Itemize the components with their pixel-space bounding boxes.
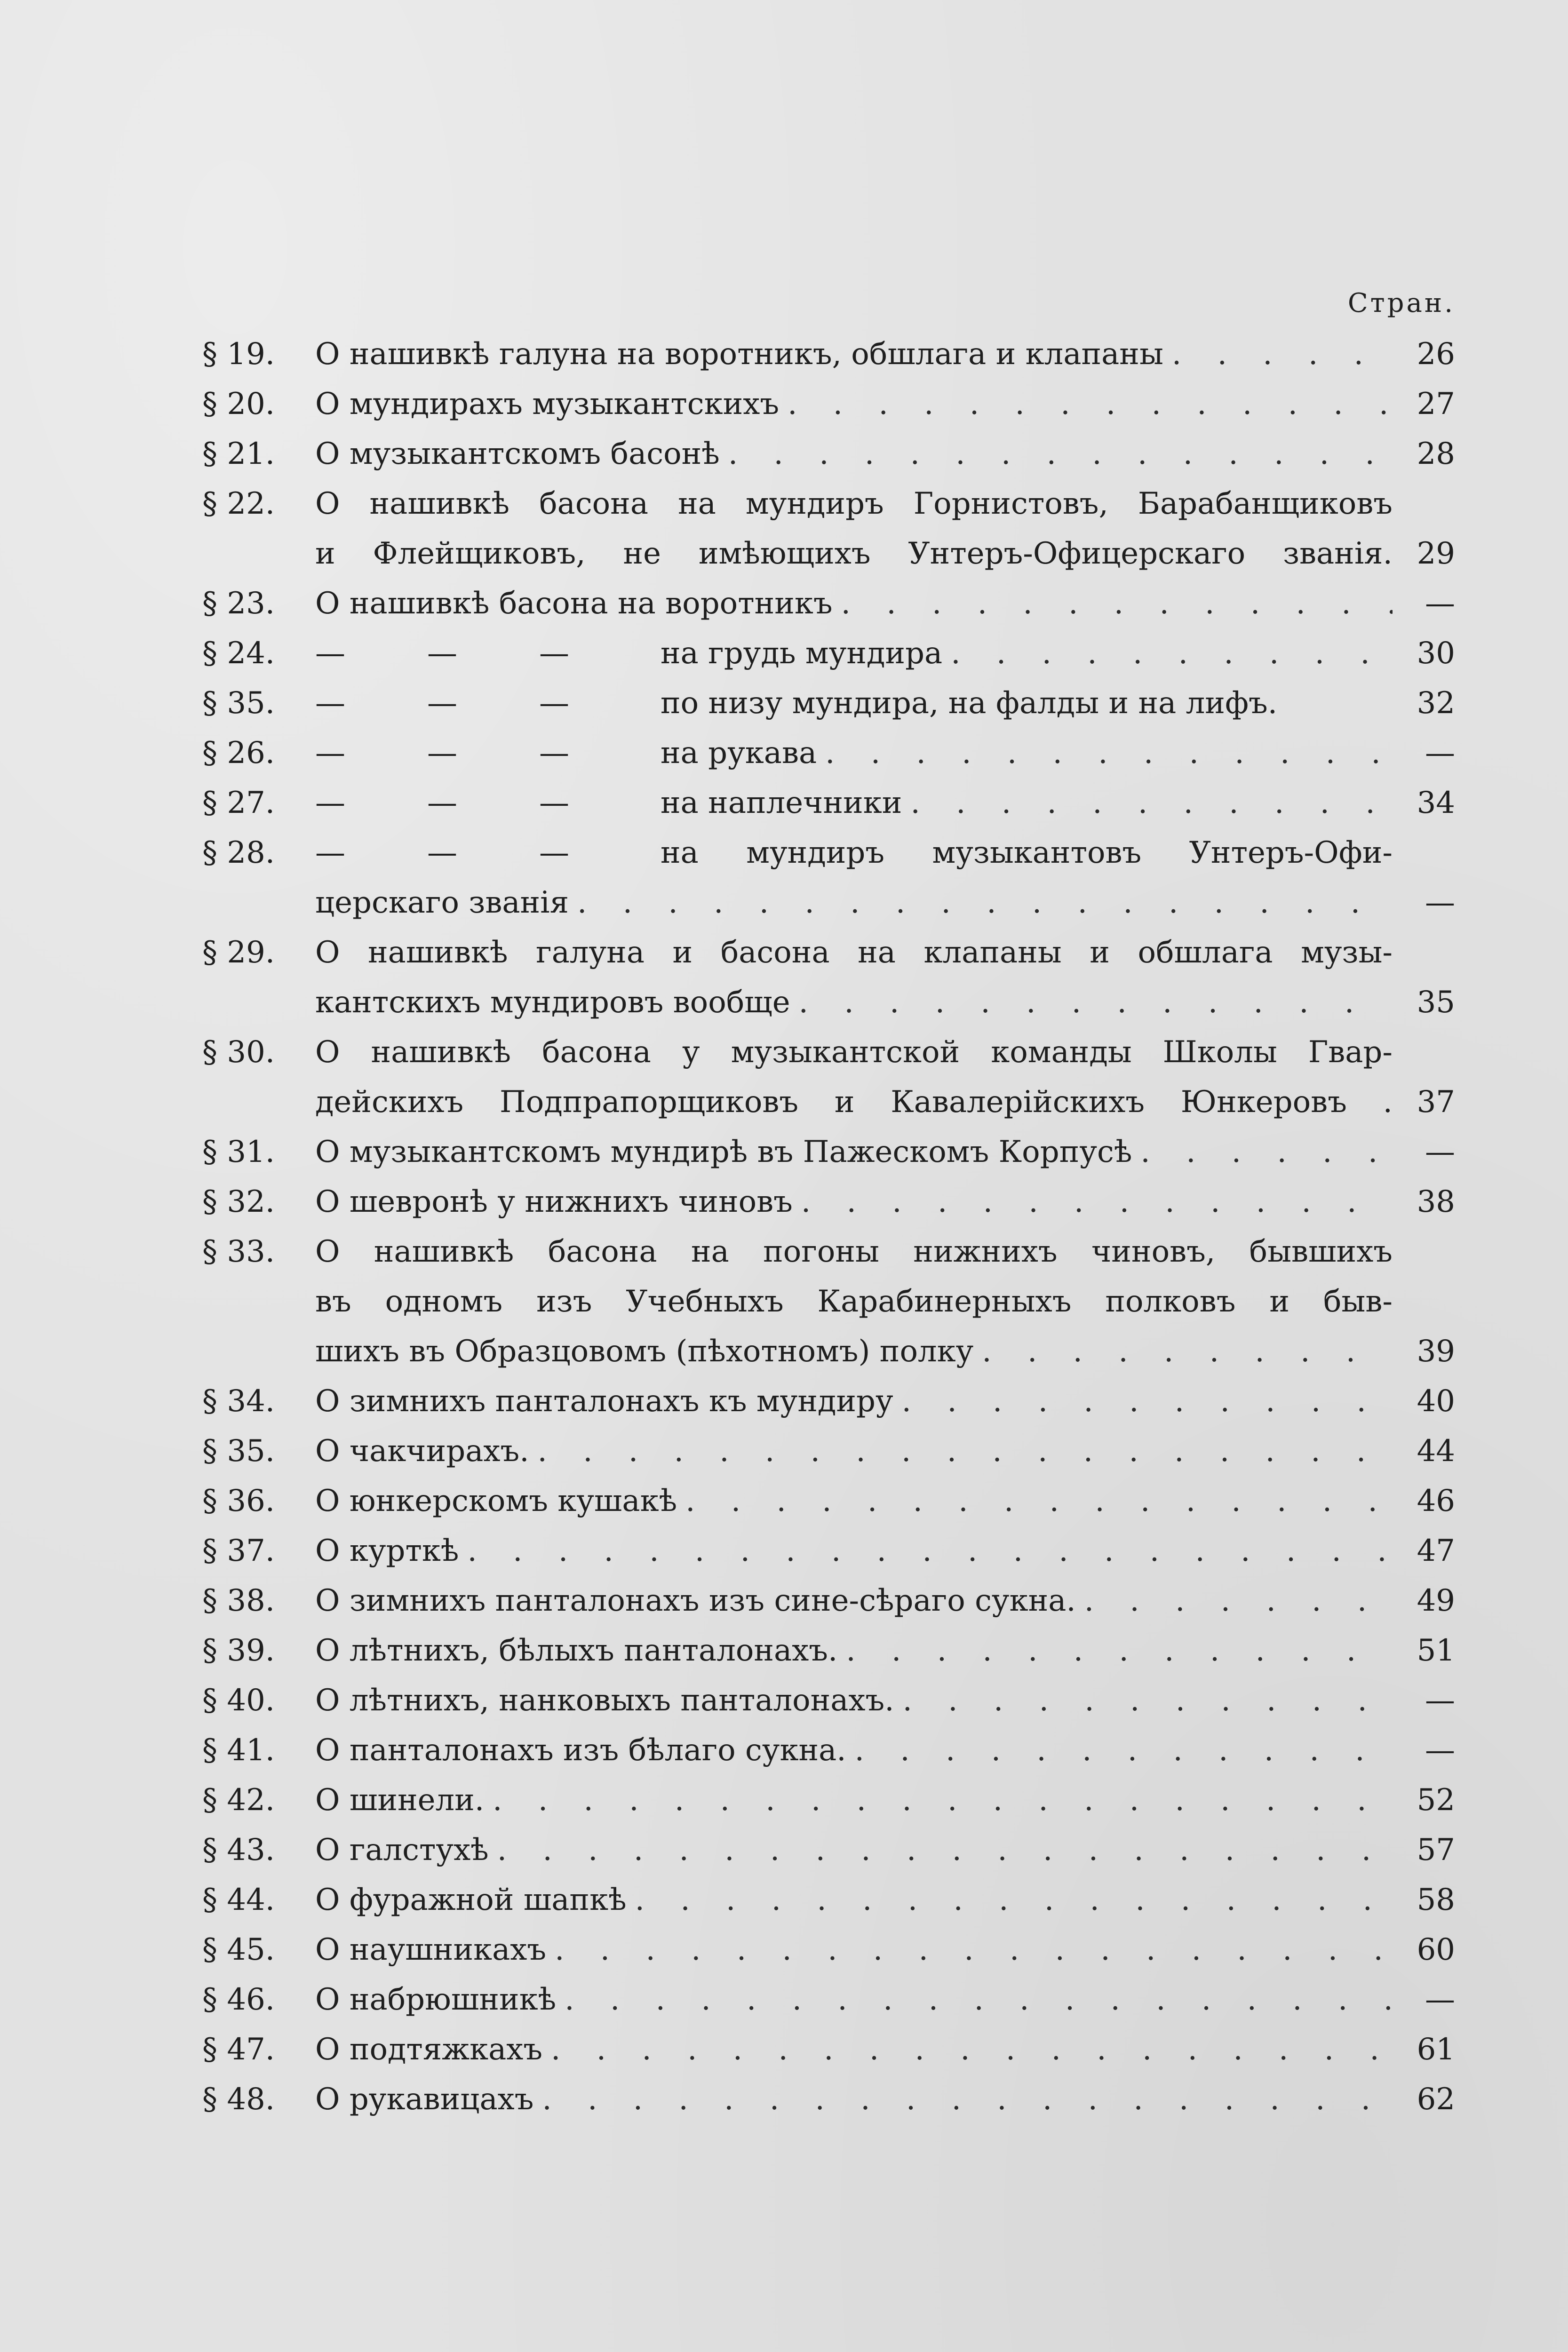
- leader-dots: [817, 728, 1393, 778]
- page-number: 46: [1417, 1484, 1455, 1518]
- leader-dots: [484, 1775, 1393, 1825]
- entry-title: О курткѣ: [315, 1534, 459, 1568]
- section-number: § 23.: [202, 586, 275, 621]
- page-number: 44: [1417, 1434, 1455, 1469]
- entry-title: О панталонахъ изъ бѣлаго сукна.: [315, 1733, 846, 1768]
- section-number: § 46.: [202, 1982, 275, 2017]
- section-number: § 29.: [202, 935, 275, 970]
- leader-dots: [546, 1925, 1393, 1975]
- table-of-contents: [202, 329, 1455, 2124]
- entry-title: по низу мундира, на фалды и на лифъ.: [661, 686, 1278, 721]
- section-number: § 37.: [202, 1534, 275, 1568]
- toc-entry: [202, 1875, 1455, 1925]
- leader-dots: [677, 1476, 1393, 1526]
- leader-dots: [790, 977, 1393, 1027]
- entry-title-continuation: шихъ въ Образцовомъ (пѣхотномъ) полку: [315, 1334, 974, 1369]
- section-number: § 28.: [202, 835, 275, 870]
- section-number: § 20.: [202, 387, 275, 421]
- leader-dots: [793, 1177, 1393, 1227]
- entry-title-continuation: кантскихъ мундировъ вообще: [315, 985, 790, 1020]
- entry-title: О галстухѣ: [315, 1833, 489, 1867]
- entry-title: О подтяжкахъ: [315, 2032, 543, 2067]
- entry-title-continuation: и Флейщиковъ, не имѣющихъ Унтеръ-Офицерскаго званія.: [315, 536, 1393, 571]
- leader-dots: [942, 628, 1393, 678]
- toc-entry: [202, 1975, 1455, 2025]
- page-number: 49: [1417, 1583, 1455, 1618]
- toc-entry: [202, 579, 1455, 628]
- page-number: 38: [1417, 1184, 1455, 1219]
- leader-dots: [533, 2074, 1393, 2124]
- leader-dots: [1163, 329, 1393, 379]
- toc-entry: [202, 628, 1455, 678]
- section-number: § 22.: [202, 486, 275, 521]
- page-number: —: [1425, 586, 1455, 621]
- entry-title: О юнкерскомъ кушакѣ: [315, 1484, 677, 1518]
- page-number: 35: [1417, 985, 1455, 1020]
- ditto-dash: —: [315, 786, 345, 820]
- toc-entry: [202, 1177, 1455, 1227]
- section-number: § 19.: [202, 337, 275, 372]
- page-number: 34: [1417, 786, 1455, 820]
- page-column-header: Стран.: [1347, 288, 1455, 318]
- page-number: 47: [1417, 1534, 1455, 1568]
- entry-title: О лѣтнихъ, бѣлыхъ панталонахъ.: [315, 1633, 838, 1668]
- entry-title: О наушникахъ: [315, 1932, 547, 1967]
- toc-entry: [202, 429, 1455, 479]
- leader-dots: [779, 379, 1393, 429]
- entry-title: О набрюшникѣ: [315, 1982, 557, 2017]
- entry-title: на грудь мундира: [661, 636, 943, 671]
- entry-title: О нашивкѣ галуна и басона на клапаны и обшлага музы-: [315, 935, 1393, 970]
- leader-dots: [1076, 1576, 1393, 1626]
- toc-entry: [202, 1127, 1455, 1177]
- entry-title-continuation: дейскихъ Подпрапорщиковъ и Кавалерійскихъ Юнкеровъ .: [315, 1085, 1393, 1120]
- leader-dots: [846, 1725, 1393, 1775]
- entry-title: О нашивкѣ басона на воротникъ: [315, 586, 833, 621]
- entry-title: О зимнихъ панталонахъ къ мундиру: [315, 1384, 893, 1419]
- page-number: 60: [1417, 1932, 1455, 1967]
- page-number: 52: [1417, 1783, 1455, 1818]
- leader-dots: [894, 1676, 1393, 1725]
- ditto-dash: —: [427, 835, 457, 870]
- toc-entry: [202, 1376, 1455, 1426]
- page-number: —: [1425, 885, 1455, 920]
- entry-title: О рукавицахъ: [315, 2082, 534, 2117]
- entry-title: О нашивкѣ басона на мундиръ Горнистовъ, Барабанщиковъ: [315, 486, 1393, 521]
- entry-title: О музыкантскомъ мундирѣ въ Пажескомъ Корпусѣ: [315, 1135, 1132, 1169]
- toc-entry: [202, 1576, 1455, 1626]
- ditto-dash: —: [315, 686, 345, 721]
- leader-dots: [627, 1875, 1393, 1925]
- toc-entry: [202, 479, 1455, 579]
- entry-title: О нашивкѣ басона на погоны нижнихъ чиновъ, бывшихъ: [315, 1234, 1393, 1269]
- toc-entry: [202, 728, 1455, 778]
- page-number: 37: [1417, 1085, 1455, 1120]
- entry-title: на наплечники: [661, 786, 902, 820]
- toc-entry: [202, 778, 1455, 828]
- toc-entry: [202, 678, 1455, 728]
- section-number: § 30.: [202, 1035, 275, 1070]
- page-number: 28: [1417, 437, 1455, 471]
- leader-dots: [720, 429, 1393, 479]
- page-number: 57: [1417, 1833, 1455, 1867]
- section-number: § 41.: [202, 1733, 275, 1768]
- section-number: § 44.: [202, 1883, 275, 1917]
- toc-entry: [202, 1825, 1455, 1875]
- toc-entry: [202, 1925, 1455, 1975]
- page-number: —: [1425, 1683, 1455, 1718]
- page-number: —: [1425, 736, 1455, 771]
- toc-entry: [202, 329, 1455, 379]
- toc-entry: [202, 1476, 1455, 1526]
- entry-title: О лѣтнихъ, нанковыхъ панталонахъ.: [315, 1683, 894, 1718]
- entry-title: О шинели.: [315, 1783, 485, 1818]
- toc-entry: [202, 828, 1455, 928]
- entry-title: О шевронѣ у нижнихъ чиновъ: [315, 1184, 793, 1219]
- section-number: § 31.: [202, 1135, 275, 1169]
- section-number: § 34.: [202, 1384, 275, 1419]
- ditto-dash: —: [427, 736, 457, 771]
- leader-dots: [569, 878, 1393, 928]
- entry-title: О чакчирахъ.: [315, 1434, 529, 1469]
- section-number: § 47.: [202, 2032, 275, 2067]
- section-number: § 36.: [202, 1484, 275, 1518]
- entry-title: на мундиръ музыкантовъ Унтеръ-Офи-: [661, 835, 1393, 870]
- toc-entry: [202, 2025, 1455, 2074]
- section-number: § 27.: [202, 786, 275, 820]
- toc-entry: [202, 1027, 1455, 1127]
- toc-entry: [202, 2074, 1455, 2124]
- toc-entry: [202, 1725, 1455, 1775]
- ditto-dash: —: [315, 835, 345, 870]
- page-number: 62: [1417, 2082, 1455, 2117]
- leader-dots: [1132, 1127, 1393, 1177]
- section-number: § 26.: [202, 736, 275, 771]
- section-number: § 33.: [202, 1234, 275, 1269]
- ditto-dash: —: [539, 636, 569, 671]
- page-number: 29: [1417, 536, 1455, 571]
- ditto-dash: —: [315, 636, 345, 671]
- entry-title: О фуражной шапкѣ: [315, 1883, 627, 1917]
- toc-entry: [202, 1676, 1455, 1725]
- leader-dots: [542, 2025, 1393, 2074]
- entry-title: О нашивкѣ басона у музыкантской команды Школы Гвар-: [315, 1035, 1393, 1070]
- page-number: 26: [1417, 337, 1455, 372]
- leader-dots: [837, 1626, 1393, 1676]
- page-number: 39: [1417, 1334, 1455, 1369]
- toc-entry: [202, 1227, 1455, 1376]
- entry-title: О музыкантскомъ басонѣ: [315, 437, 720, 471]
- toc-entry: [202, 1626, 1455, 1676]
- section-number: § 40.: [202, 1683, 275, 1718]
- section-number: § 43.: [202, 1833, 275, 1867]
- leader-dots: [973, 1327, 1393, 1376]
- ditto-dash: —: [315, 736, 345, 771]
- ditto-dash: —: [427, 686, 457, 721]
- leader-dots: [893, 1376, 1393, 1426]
- leader-dots: [529, 1426, 1393, 1476]
- page-number: 40: [1417, 1384, 1455, 1419]
- ditto-dash: —: [427, 786, 457, 820]
- section-number: § 32.: [202, 1184, 275, 1219]
- section-number: § 45.: [202, 1932, 275, 1967]
- section-number: § 35.: [202, 1434, 275, 1469]
- page-number: 51: [1417, 1633, 1455, 1668]
- section-number: § 21.: [202, 437, 275, 471]
- section-number: § 39.: [202, 1633, 275, 1668]
- toc-entry: [202, 928, 1455, 1027]
- page-number: 58: [1417, 1883, 1455, 1917]
- page-number: 32: [1417, 686, 1455, 721]
- section-number: § 42.: [202, 1783, 275, 1818]
- toc-entry: [202, 1775, 1455, 1825]
- section-number: § 24.: [202, 636, 275, 671]
- ditto-dash: —: [539, 786, 569, 820]
- section-number: § 38.: [202, 1583, 275, 1618]
- entry-title: О зимнихъ панталонахъ изъ сине-сѣраго сукна.: [315, 1583, 1076, 1618]
- toc-entry: [202, 1526, 1455, 1576]
- ditto-dash: —: [427, 636, 457, 671]
- ditto-dash: —: [539, 686, 569, 721]
- page-number: 61: [1417, 2032, 1455, 2067]
- leader-dots: [833, 579, 1393, 628]
- page-number: —: [1425, 1733, 1455, 1768]
- section-number: § 48.: [202, 2082, 275, 2117]
- section-number: § 35.: [202, 686, 275, 721]
- entry-title: О мундирахъ музыкантскихъ: [315, 387, 780, 421]
- ditto-dash: —: [539, 835, 569, 870]
- entry-title: О нашивкѣ галуна на воротникъ, обшлага и клапаны: [315, 337, 1163, 372]
- entry-title: на рукава: [661, 736, 817, 771]
- leader-dots: [459, 1526, 1393, 1576]
- leader-dots: [902, 778, 1393, 828]
- leader-dots: [489, 1825, 1393, 1875]
- page-number: 30: [1417, 636, 1455, 671]
- toc-entry: [202, 1426, 1455, 1476]
- page-number: —: [1425, 1982, 1455, 2017]
- ditto-dash: —: [539, 736, 569, 771]
- entry-title-continuation: церскаго званія: [315, 885, 569, 920]
- page-number: 27: [1417, 387, 1455, 421]
- page-number: —: [1425, 1135, 1455, 1169]
- entry-title-continuation: въ одномъ изъ Учебныхъ Карабинерныхъ полковъ и быв-: [315, 1284, 1393, 1319]
- leader-dots: [556, 1975, 1393, 2025]
- toc-entry: [202, 379, 1455, 429]
